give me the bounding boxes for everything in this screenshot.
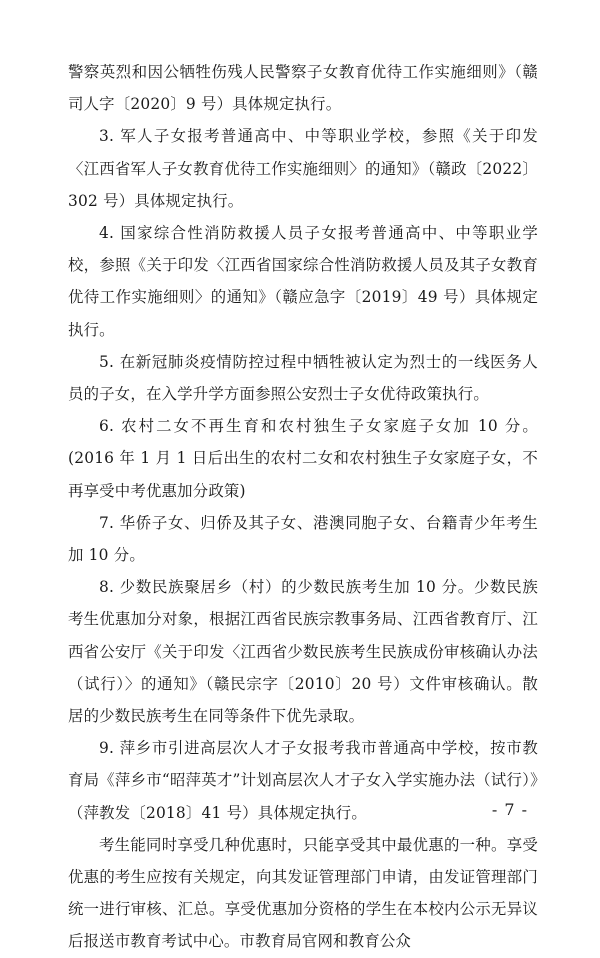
- document-body: [68, 56, 538, 958]
- paragraph-item-4: 4. 国家综合性消防救援人员子女报考普通高中、中等职业学校，参照《关于印发〈江西省国家综合性消防救援人员及其子女教育优待工作实施细则〉的通知》（赣应急字〔2019〕49 号）具体规定执行。: [68, 224, 538, 339]
- paragraph-item-7: 7. 华侨子女、归侨及其子女、港澳同胞子女、台籍青少年考生加 10 分。: [68, 513, 538, 565]
- paragraph-item-6: 6. 农村二女不再生育和农村独生子女家庭子女加 10 分。(2016 年 1 月 1 日后出生的农村二女和农村独生子女家庭子女，不再享受中考优惠加分政策): [68, 417, 538, 500]
- paragraph-item-9: 9. 萍乡市引进高层次人才子女报考我市普通高中学校，按市教育局《萍乡市“昭萍英才”计划高层次人才子女入学实施办法（试行）》（萍教发〔2018〕41 号）具体规定执行。: [68, 739, 538, 822]
- paragraph-item-5: 5. 在新冠肺炎疫情防控过程中牺牲被认定为烈士的一线医务人员的子女，在入学升学方面参照公安烈士子女优待政策执行。: [68, 352, 538, 404]
- paragraph-preference-rules: 考生能同时享受几种优惠时，只能享受其中最优惠的一种。享受优惠的考生应按有关规定，向其发证管理部门申请，由发证管理部门统一进行审核、汇总。享受优惠加分资格的学生在本校内公示无异议后报送市教育考试中心。市教育局官网和教育公众: [68, 835, 538, 951]
- paragraph-item-8: 8. 少数民族聚居乡（村）的少数民族考生加 10 分。少数民族考生优惠加分对象，根据江西省民族宗教事务局、江西省教育厅、江西省公安厅《关于印发〈江西省少数民族考生民族成份审核确认办法（试行）〉的通知》（赣民宗字〔2010〕20 号）文件审核确认。散居的少数民族考生在同等条件下优先录取。: [68, 578, 538, 726]
- paragraph-item-3: 3. 军人子女报考普通高中、中等职业学校，参照《关于印发〈江西省军人子女教育优待工作实施细则〉的通知》（赣政〔2022〕302 号）具体规定执行。: [68, 127, 538, 210]
- paragraph-continuation: 警察英烈和因公牺牲伤残人民警察子女教育优待工作实施细则》（赣司人字〔2020〕9 号）具体规定执行。: [68, 63, 538, 114]
- page-number: - 7 -: [491, 800, 528, 819]
